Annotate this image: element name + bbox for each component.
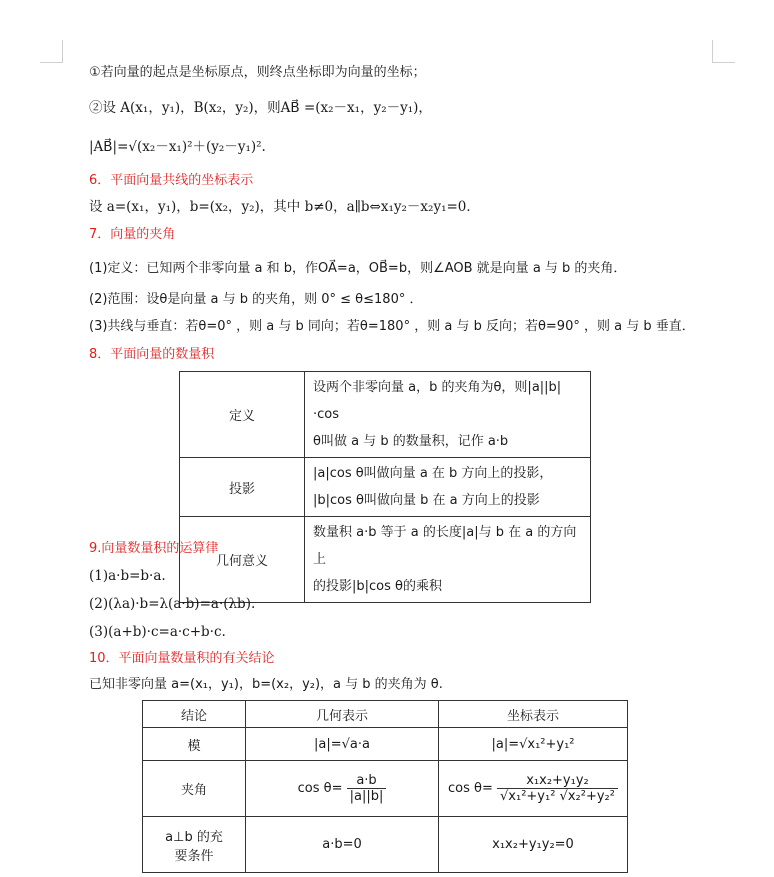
table-cell: 定义: [180, 372, 305, 458]
table-cell: [143, 817, 246, 873]
text-line: 设 a=(x₁，y₁)，b=(x₂，y₂)，其中 b≠0，a∥b⇔x₁y₂－x₂y₁=0．: [89, 199, 480, 215]
section-heading: 8．平面向量的数量积: [89, 347, 215, 362]
section-heading: 7．向量的夹角: [89, 227, 176, 242]
table-row: [180, 372, 591, 458]
text-line: |AB⃗|=√(x₂－x₁)²＋(y₂－y₁)².: [89, 139, 266, 155]
table-cell: [305, 372, 591, 458]
text-line: (2)(λa)·b=λ(a·b)=a·(λb).: [89, 596, 256, 612]
denominator: √x₁²+y₁² √x₂²+y₂²: [500, 789, 615, 804]
table-cell: [439, 761, 628, 817]
table-cell: [246, 761, 439, 817]
text-line: 已知非零向量 a=(x₁，y₁)，b=(x₂，y₂)，a 与 b 的夹角为 θ.: [89, 677, 443, 692]
table-cell: [305, 517, 591, 603]
table-cell: 几何意义: [180, 517, 305, 603]
table-header-cell: 结论: [143, 701, 246, 728]
table-cell: 投影: [180, 458, 305, 517]
page-corner-mark: [40, 40, 63, 63]
numerator: a·b: [347, 773, 387, 789]
table-row: [143, 728, 628, 761]
text-line: (2)范围：设θ是向量 a 与 b 的夹角，则 0° ≤ θ≤180° ．: [89, 292, 423, 307]
fraction: [347, 773, 387, 804]
formula-prefix: cos θ=: [448, 781, 493, 796]
text-line: ①若向量的起点是坐标原点，则终点坐标即为向量的坐标；: [89, 65, 426, 80]
table-header-row: [143, 701, 628, 728]
page-corner-mark: [712, 40, 735, 63]
formula-prefix: cos θ=: [297, 781, 343, 796]
table-header-cell: 几何表示: [246, 701, 439, 728]
table-cell: 夹角: [143, 761, 246, 817]
table-cell: |a|=√x₁²+y₁²: [439, 728, 628, 761]
text-line: ②设 A(x₁，y₁)，B(x₂，y₂)，则AB⃗ =(x₂－x₁，y₂－y₁)，: [89, 100, 432, 116]
dot-product-table: [179, 371, 591, 603]
denominator: |a||b|: [349, 789, 384, 804]
cell-line: a⊥b 的充: [165, 829, 223, 845]
table-cell: x₁x₂+y₁y₂=0: [439, 817, 628, 873]
fraction: [497, 773, 618, 804]
cell-line: |b|cos θ叫做向量 b 在 a 方向上的投影: [313, 493, 540, 508]
text-line: (3)(a+b)·c=a·c+b·c.: [89, 624, 226, 640]
table-cell: a·b=0: [246, 817, 439, 873]
cell-line: 的投影|b|cos θ的乘积: [313, 579, 442, 594]
cell-line: 数量积 a·b 等于 a 的长度|a|与 b 在 a 的方向上: [313, 525, 577, 567]
section-heading: 9.向量数量积的运算律: [89, 541, 219, 556]
section-heading: 10．平面向量数量积的有关结论: [89, 651, 275, 666]
table-header-cell: 坐标表示: [439, 701, 628, 728]
conclusions-table: [142, 700, 628, 873]
cell-line: θ叫做 a 与 b 的数量积，记作 a·b: [313, 434, 509, 449]
table-row: [180, 458, 591, 517]
table-cell: |a|=√a·a: [246, 728, 439, 761]
table-row: [180, 517, 591, 603]
cell-line: |a|cos θ叫做向量 a 在 b 方向上的投影，: [313, 466, 553, 481]
section-heading: 6．平面向量共线的坐标表示: [89, 173, 254, 188]
table-cell: [305, 458, 591, 517]
text-line: (1)a·b=b·a.: [89, 568, 166, 584]
text-line: (1)定义：已知两个非零向量 a 和 b，作OA⃗=a，OB⃗=b，则∠AOB 就是向量 a 与 b 的夹角．: [89, 261, 627, 276]
table-cell: 模: [143, 728, 246, 761]
numerator: x₁x₂+y₁y₂: [497, 773, 618, 789]
table-row: [143, 817, 628, 873]
cell-line: 设两个非零向量 a，b 的夹角为θ，则|a||b|·cos: [313, 380, 562, 422]
table-row: [143, 761, 628, 817]
cell-line: 要条件: [174, 848, 214, 864]
text-line: (3)共线与垂直：若θ=0° ，则 a 与 b 同向；若θ=180° ，则 a 与 b 反向；若θ=90° ，则 a 与 b 垂直．: [89, 319, 695, 334]
